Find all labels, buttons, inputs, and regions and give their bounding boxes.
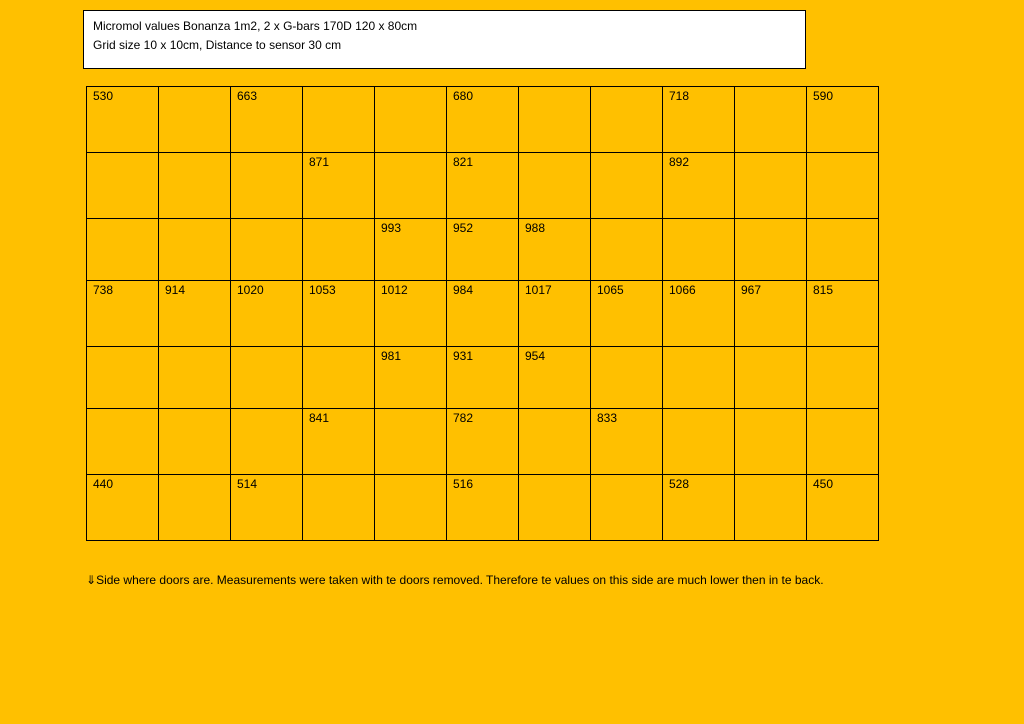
grid-cell: 892 <box>663 153 735 219</box>
grid-cell: 993 <box>375 219 447 281</box>
grid-cell: 967 <box>735 281 807 347</box>
grid-cell <box>231 219 303 281</box>
grid-cell <box>663 347 735 409</box>
grid-cell: 931 <box>447 347 519 409</box>
grid-cell <box>231 347 303 409</box>
title-line-2: Grid size 10 x 10cm, Distance to sensor 30 cm <box>93 38 342 52</box>
grid-cell: 981 <box>375 347 447 409</box>
grid-cell <box>519 87 591 153</box>
grid-row <box>87 219 879 281</box>
grid-cell: 1066 <box>663 281 735 347</box>
double-down-arrow-icon: ⇓ <box>86 573 97 587</box>
grid-cell <box>735 219 807 281</box>
grid-cell <box>159 475 231 541</box>
grid-cell: 871 <box>303 153 375 219</box>
grid-cell: 514 <box>231 475 303 541</box>
grid-cell: 516 <box>447 475 519 541</box>
grid-cell: 914 <box>159 281 231 347</box>
grid-cell <box>663 219 735 281</box>
grid-cell <box>735 347 807 409</box>
grid-cell <box>591 87 663 153</box>
grid-cell <box>159 87 231 153</box>
grid-cell <box>159 153 231 219</box>
grid-cell: 680 <box>447 87 519 153</box>
grid-cell: 450 <box>807 475 879 541</box>
grid-cell <box>303 219 375 281</box>
grid-cell: 954 <box>519 347 591 409</box>
grid-cell <box>159 347 231 409</box>
grid-cell: 841 <box>303 409 375 475</box>
grid-cell: 440 <box>87 475 159 541</box>
grid-cell <box>375 87 447 153</box>
grid-cell <box>375 153 447 219</box>
grid-cell: 782 <box>447 409 519 475</box>
grid-cell <box>519 409 591 475</box>
grid-cell: 590 <box>807 87 879 153</box>
grid-row <box>87 475 879 541</box>
title-box <box>83 10 806 69</box>
grid-cell: 528 <box>663 475 735 541</box>
grid-cell <box>159 219 231 281</box>
grid-cell <box>807 153 879 219</box>
grid-cell <box>591 153 663 219</box>
grid-cell <box>375 409 447 475</box>
grid-cell <box>663 409 735 475</box>
footnote-text: Side where doors are. Measurements were taken with te doors removed. Therefore te values on this side are much lower then in te back. <box>96 573 824 587</box>
title-line-1: Micromol values Bonanza 1m2, 2 x G-bars 170D 120 x 80cm <box>93 19 418 33</box>
grid-row <box>87 153 879 219</box>
grid-cell <box>591 475 663 541</box>
grid-cell <box>735 409 807 475</box>
grid-cell <box>303 475 375 541</box>
grid-cell <box>87 347 159 409</box>
grid-cell <box>303 347 375 409</box>
grid-cell: 1053 <box>303 281 375 347</box>
footnote <box>86 572 824 588</box>
grid-cell <box>87 409 159 475</box>
grid-row <box>87 347 879 409</box>
grid-cell: 738 <box>87 281 159 347</box>
grid-cell <box>807 219 879 281</box>
grid-cell: 718 <box>663 87 735 153</box>
grid-cell <box>375 475 447 541</box>
grid-cell <box>591 347 663 409</box>
grid-cell: 952 <box>447 219 519 281</box>
grid-cell: 988 <box>519 219 591 281</box>
grid-cell: 815 <box>807 281 879 347</box>
grid-cell <box>87 219 159 281</box>
grid-cell <box>231 153 303 219</box>
grid-cell: 833 <box>591 409 663 475</box>
grid-cell: 530 <box>87 87 159 153</box>
grid-cell <box>807 409 879 475</box>
grid-cell <box>159 409 231 475</box>
grid-cell <box>519 153 591 219</box>
grid-cell <box>735 87 807 153</box>
grid-cell: 984 <box>447 281 519 347</box>
grid-row <box>87 409 879 475</box>
grid-cell: 1020 <box>231 281 303 347</box>
grid-cell: 1012 <box>375 281 447 347</box>
grid-cell <box>231 409 303 475</box>
grid-cell <box>735 153 807 219</box>
grid-cell: 821 <box>447 153 519 219</box>
grid-cell <box>519 475 591 541</box>
grid-cell <box>807 347 879 409</box>
grid-cell <box>303 87 375 153</box>
grid-row <box>87 87 879 153</box>
grid-cell: 663 <box>231 87 303 153</box>
grid-row <box>87 281 879 347</box>
grid-cell <box>87 153 159 219</box>
measurement-grid <box>86 86 879 541</box>
grid-cell <box>591 219 663 281</box>
grid-cell: 1065 <box>591 281 663 347</box>
grid-cell: 1017 <box>519 281 591 347</box>
grid-cell <box>735 475 807 541</box>
